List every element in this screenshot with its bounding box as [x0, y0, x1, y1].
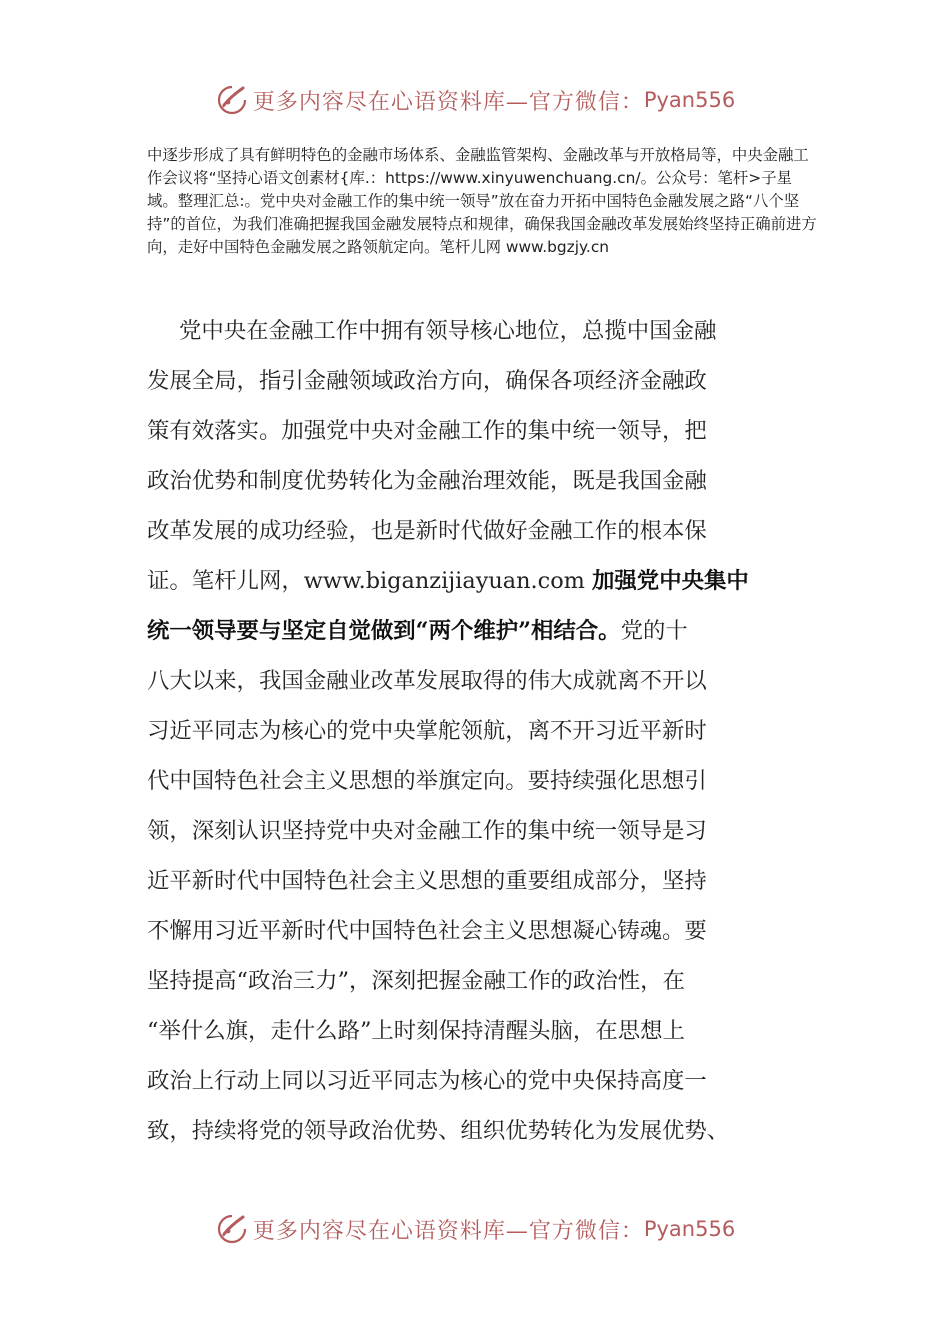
body-paragraph: [147, 306, 797, 1156]
body-line: 代中国特色社会主义思想的举旗定向。要持续强化思想引: [147, 768, 707, 794]
body-line: 坚持提高“政治三力”，深刻把握金融工作的政治性，在: [147, 968, 685, 994]
header-banner-text: 更多内容尽在心语资料库—官方微信：: [252, 89, 644, 115]
body-line: 改革发展的成功经验，也是新时代做好金融工作的根本保: [147, 518, 707, 544]
body-line: 致，持续将党的领导政治优势、组织优势转化为发展优势、: [147, 1118, 730, 1144]
header-banner-contact: Pyan556: [643, 88, 736, 112]
body-line: 近平新时代中国特色社会主义思想的重要组成部分，坚持: [147, 868, 707, 894]
body-line: 党中央在金融工作中拥有领导核心地位，总揽中国金融: [179, 318, 717, 344]
pen-circle-logo-icon: [215, 83, 249, 117]
intro-paragraph: 中逐步形成了具有鲜明特色的金融市场体系、金融监管架构、金融改革与开放格局等，中央金融工作会议将“坚持心语文创素材{库.：https://www.xinyuwenchuang.cn/。公众号：笔杆>子星域。整理汇总:。党中央对金融工作的集中统一领导”放在奋力开拓中国特色金融发展之路“八个坚持”的首位，为我们准确把握我国金融发展特点和规律，确保我国金融改革发展始终坚持正确前进方向，走好中国特色金融发展之路领航定向。笔杆儿网 www.bgzjy.cn: [147, 146, 817, 256]
body-line: 习近平同志为核心的党中央掌舵领航，离不开习近平新时: [147, 718, 707, 744]
body-line: [147, 606, 797, 656]
body-line: “举什么旗，走什么路”上时刻保持清醒头脑，在思想上: [147, 1018, 685, 1044]
bold-heading-segment: 统一领导要与坚定自觉做到“两个维护”相结合。: [147, 618, 621, 644]
footer-banner: [0, 1209, 950, 1249]
body-line: 领，深刻认识坚持党中央对金融工作的集中统一领导是习: [147, 818, 707, 844]
header-banner: [0, 80, 950, 120]
pen-circle-logo-icon: [215, 1212, 249, 1246]
body-line: 发展全局，指引金融领域政治方向，确保各项经济金融政: [147, 368, 707, 394]
body-line: 不懈用习近平新时代中国特色社会主义思想凝心铸魂。要: [147, 918, 707, 944]
body-text-segment: 证。笔杆儿网，www.biganzijiayuan.com: [147, 568, 593, 594]
body-text-segment: 党的十: [620, 618, 688, 644]
body-line: 策有效落实。加强党中央对金融工作的集中统一领导，把: [147, 418, 707, 444]
footer-banner-contact: Pyan556: [643, 1217, 736, 1241]
bold-heading-segment: 加强党中央集中: [592, 568, 749, 594]
body-line: 八大以来，我国金融业改革发展取得的伟大成就离不开以: [147, 668, 707, 694]
body-line: [147, 556, 797, 606]
body-line: 政治优势和制度优势转化为金融治理效能，既是我国金融: [147, 468, 707, 494]
body-line: 政治上行动上同以习近平同志为核心的党中央保持高度一: [147, 1068, 707, 1094]
footer-banner-text: 更多内容尽在心语资料库—官方微信：: [252, 1218, 644, 1244]
